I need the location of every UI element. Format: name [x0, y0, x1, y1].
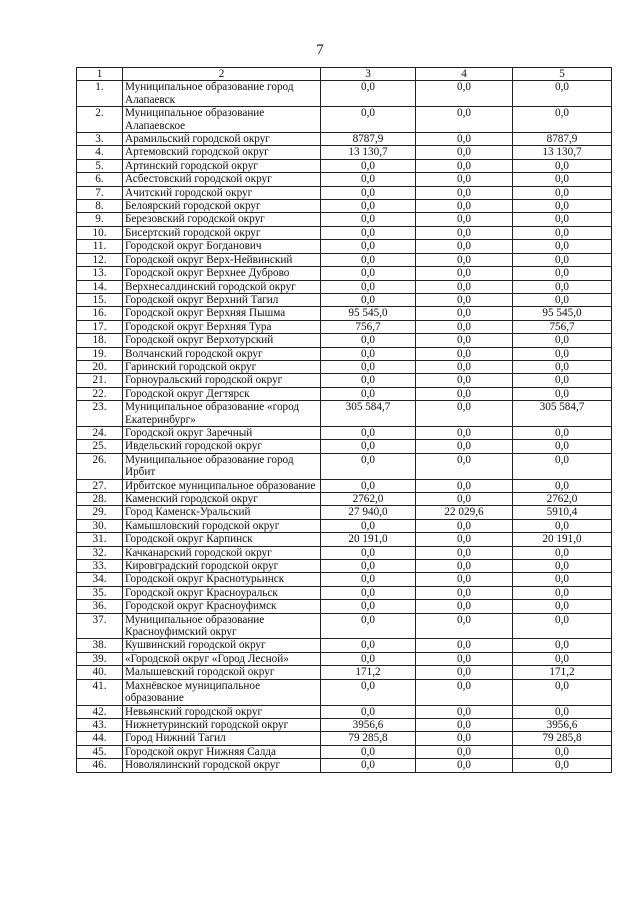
- table-row: [77, 506, 612, 519]
- row-number: 27.: [77, 479, 123, 492]
- table-row: [77, 573, 612, 586]
- row-number: 43.: [77, 718, 123, 731]
- table-row: [77, 213, 612, 226]
- table-row: [77, 334, 612, 347]
- value-col-5: 0,0: [513, 560, 612, 573]
- value-col-5: 0,0: [513, 600, 612, 613]
- value-col-3: 0,0: [321, 374, 416, 387]
- row-number: 22.: [77, 387, 123, 400]
- value-col-4: 0,0: [416, 186, 513, 199]
- value-col-3: 0,0: [321, 159, 416, 172]
- municipality-name: Городской округ Заречный: [123, 426, 321, 439]
- row-number: 14.: [77, 280, 123, 293]
- municipality-name: Ачитский городской округ: [123, 186, 321, 199]
- table-row: [77, 173, 612, 186]
- row-number: 20.: [77, 360, 123, 373]
- table-row: [77, 240, 612, 253]
- municipality-name: Артинский городской округ: [123, 159, 321, 172]
- value-col-4: 0,0: [416, 533, 513, 546]
- table-row: [77, 107, 612, 133]
- value-col-3: 0,0: [321, 267, 416, 280]
- municipality-name: Муниципальное образование Красноуфимский округ: [123, 613, 321, 639]
- table-row: [77, 613, 612, 639]
- value-col-3: 756,7: [321, 320, 416, 333]
- value-col-3: 0,0: [321, 347, 416, 360]
- row-number: 35.: [77, 586, 123, 599]
- value-col-4: 0,0: [416, 453, 513, 479]
- municipality-name: Артемовский городской округ: [123, 146, 321, 159]
- value-col-4: 0,0: [416, 493, 513, 506]
- row-number: 44.: [77, 732, 123, 745]
- municipality-name: Городской округ Богданович: [123, 240, 321, 253]
- table-row: [77, 560, 612, 573]
- value-col-3: 0,0: [321, 280, 416, 293]
- table-body: [77, 81, 612, 772]
- value-col-4: 0,0: [416, 133, 513, 146]
- value-col-4: 0,0: [416, 387, 513, 400]
- value-col-5: 0,0: [513, 440, 612, 453]
- table-row: [77, 374, 612, 387]
- value-col-4: 0,0: [416, 360, 513, 373]
- value-col-3: 0,0: [321, 213, 416, 226]
- value-col-3: 0,0: [321, 652, 416, 665]
- value-col-4: 0,0: [416, 586, 513, 599]
- value-col-3: 0,0: [321, 293, 416, 306]
- column-header: 4: [416, 68, 513, 81]
- column-header: 2: [123, 68, 321, 81]
- row-number: 8.: [77, 200, 123, 213]
- value-col-3: 0,0: [321, 613, 416, 639]
- value-col-4: 0,0: [416, 600, 513, 613]
- value-col-4: 0,0: [416, 200, 513, 213]
- value-col-4: 0,0: [416, 226, 513, 239]
- municipality-name: Городской округ Красноуральск: [123, 586, 321, 599]
- table-row: [77, 186, 612, 199]
- table-row: [77, 320, 612, 333]
- value-col-4: 0,0: [416, 320, 513, 333]
- row-number: 7.: [77, 186, 123, 199]
- value-col-5: 0,0: [513, 81, 612, 107]
- table-row: [77, 146, 612, 159]
- table-row: [77, 745, 612, 758]
- value-col-5: 0,0: [513, 213, 612, 226]
- table-row: [77, 533, 612, 546]
- row-number: 28.: [77, 493, 123, 506]
- municipality-name: Качканарский городской округ: [123, 546, 321, 559]
- value-col-4: 0,0: [416, 280, 513, 293]
- value-col-5: 13 130,7: [513, 146, 612, 159]
- row-number: 4.: [77, 146, 123, 159]
- value-col-5: 0,0: [513, 253, 612, 266]
- value-col-3: 0,0: [321, 573, 416, 586]
- municipality-name: Махнёвское муниципальное образование: [123, 679, 321, 705]
- value-col-3: 0,0: [321, 440, 416, 453]
- municipality-name: Городской округ Нижняя Салда: [123, 745, 321, 758]
- value-col-4: 0,0: [416, 81, 513, 107]
- value-col-4: 0,0: [416, 253, 513, 266]
- row-number: 39.: [77, 652, 123, 665]
- municipality-name: Городской округ Верхний Тагил: [123, 293, 321, 306]
- row-number: 32.: [77, 546, 123, 559]
- value-col-5: 0,0: [513, 200, 612, 213]
- municipality-name: Город Нижний Тагил: [123, 732, 321, 745]
- value-col-3: 0,0: [321, 705, 416, 718]
- value-col-5: 0,0: [513, 546, 612, 559]
- value-col-3: 0,0: [321, 679, 416, 705]
- table-row: [77, 81, 612, 107]
- value-col-3: 0,0: [321, 387, 416, 400]
- value-col-3: 0,0: [321, 173, 416, 186]
- table-row: [77, 519, 612, 532]
- value-col-4: 0,0: [416, 519, 513, 532]
- column-header: 5: [513, 68, 612, 81]
- municipality-name: Арамильский городской округ: [123, 133, 321, 146]
- value-col-3: 2762,0: [321, 493, 416, 506]
- row-number: 2.: [77, 107, 123, 133]
- value-col-5: 0,0: [513, 267, 612, 280]
- value-col-5: 0,0: [513, 479, 612, 492]
- municipality-name: Камышловский городской округ: [123, 519, 321, 532]
- municipality-name: Новолялинский городской округ: [123, 759, 321, 772]
- value-col-5: 0,0: [513, 159, 612, 172]
- value-col-5: 0,0: [513, 519, 612, 532]
- municipality-name: Горноуральский городской округ: [123, 374, 321, 387]
- municipality-name: Малышевский городской округ: [123, 666, 321, 679]
- row-number: 40.: [77, 666, 123, 679]
- table-row: [77, 546, 612, 559]
- value-col-4: 0,0: [416, 173, 513, 186]
- value-col-4: 0,0: [416, 705, 513, 718]
- value-col-4: 0,0: [416, 240, 513, 253]
- value-col-3: 0,0: [321, 360, 416, 373]
- municipality-name: «Городской округ «Город Лесной»: [123, 652, 321, 665]
- value-col-3: 0,0: [321, 186, 416, 199]
- value-col-5: 0,0: [513, 240, 612, 253]
- municipality-name: Нижнетуринский городской округ: [123, 718, 321, 731]
- row-number: 25.: [77, 440, 123, 453]
- municipality-name: Березовский городской округ: [123, 213, 321, 226]
- municipality-name: Волчанский городской округ: [123, 347, 321, 360]
- value-col-4: 0,0: [416, 546, 513, 559]
- row-number: 29.: [77, 506, 123, 519]
- table-row: [77, 453, 612, 479]
- row-number: 18.: [77, 334, 123, 347]
- municipality-name: Верхнесалдинский городской округ: [123, 280, 321, 293]
- table-row: [77, 307, 612, 320]
- municipality-name: Городской округ Верхотурский: [123, 334, 321, 347]
- table-row: [77, 360, 612, 373]
- table-row: [77, 280, 612, 293]
- row-number: 11.: [77, 240, 123, 253]
- municipality-name: Белоярский городской округ: [123, 200, 321, 213]
- value-col-4: 0,0: [416, 639, 513, 652]
- row-number: 3.: [77, 133, 123, 146]
- table-row: [77, 732, 612, 745]
- municipality-name: Гаринский городской округ: [123, 360, 321, 373]
- value-col-5: 0,0: [513, 745, 612, 758]
- value-col-5: 0,0: [513, 374, 612, 387]
- value-col-4: 22 029,6: [416, 506, 513, 519]
- municipality-name: Муниципальное образование «город Екатеринбург»: [123, 401, 321, 427]
- value-col-3: 0,0: [321, 107, 416, 133]
- value-col-5: 0,0: [513, 186, 612, 199]
- value-col-5: 171,2: [513, 666, 612, 679]
- municipality-name: Городской округ Верхняя Тура: [123, 320, 321, 333]
- value-col-3: 95 545,0: [321, 307, 416, 320]
- value-col-4: 0,0: [416, 745, 513, 758]
- value-col-4: 0,0: [416, 440, 513, 453]
- municipality-name: Каменский городской округ: [123, 493, 321, 506]
- column-header: 3: [321, 68, 416, 81]
- municipality-name: Кировградский городской округ: [123, 560, 321, 573]
- value-col-5: 0,0: [513, 426, 612, 439]
- table-row: [77, 159, 612, 172]
- table-row: [77, 133, 612, 146]
- value-col-3: 20 191,0: [321, 533, 416, 546]
- value-col-5: 0,0: [513, 226, 612, 239]
- value-col-5: 0,0: [513, 280, 612, 293]
- value-col-5: 0,0: [513, 173, 612, 186]
- value-col-4: 0,0: [416, 426, 513, 439]
- value-col-5: 0,0: [513, 107, 612, 133]
- page-number: 7: [316, 42, 324, 58]
- row-number: 1.: [77, 81, 123, 107]
- value-col-4: 0,0: [416, 560, 513, 573]
- value-col-5: 3956,6: [513, 718, 612, 731]
- value-col-3: 0,0: [321, 560, 416, 573]
- value-col-4: 0,0: [416, 652, 513, 665]
- table-row: [77, 639, 612, 652]
- municipality-name: Муниципальное образование город Алапаевск: [123, 81, 321, 107]
- value-col-5: 0,0: [513, 334, 612, 347]
- municipality-name: Ивдельский городской округ: [123, 440, 321, 453]
- value-col-4: 0,0: [416, 334, 513, 347]
- value-col-3: 0,0: [321, 546, 416, 559]
- municipality-name: Кушвинский городской округ: [123, 639, 321, 652]
- table-row: [77, 479, 612, 492]
- row-number: 38.: [77, 639, 123, 652]
- table-row: [77, 718, 612, 731]
- row-number: 46.: [77, 759, 123, 772]
- municipality-name: Бисертский городской округ: [123, 226, 321, 239]
- value-col-5: 2762,0: [513, 493, 612, 506]
- value-col-4: 0,0: [416, 479, 513, 492]
- value-col-3: 8787,9: [321, 133, 416, 146]
- row-number: 45.: [77, 745, 123, 758]
- row-number: 6.: [77, 173, 123, 186]
- value-col-4: 0,0: [416, 759, 513, 772]
- row-number: 34.: [77, 573, 123, 586]
- value-col-4: 0,0: [416, 573, 513, 586]
- municipality-name: Муниципальное образование Алапаевское: [123, 107, 321, 133]
- value-col-5: 0,0: [513, 360, 612, 373]
- table-row: [77, 426, 612, 439]
- value-col-3: 79 285,8: [321, 732, 416, 745]
- table-row: [77, 200, 612, 213]
- value-col-4: 0,0: [416, 401, 513, 427]
- value-col-5: 0,0: [513, 613, 612, 639]
- value-col-5: 20 191,0: [513, 533, 612, 546]
- value-col-5: 0,0: [513, 347, 612, 360]
- row-number: 17.: [77, 320, 123, 333]
- table-row: [77, 253, 612, 266]
- row-number: 26.: [77, 453, 123, 479]
- value-col-3: 305 584,7: [321, 401, 416, 427]
- value-col-5: 95 545,0: [513, 307, 612, 320]
- value-col-4: 0,0: [416, 718, 513, 731]
- value-col-3: 0,0: [321, 240, 416, 253]
- row-number: 9.: [77, 213, 123, 226]
- value-col-4: 0,0: [416, 666, 513, 679]
- value-col-5: 0,0: [513, 453, 612, 479]
- value-col-3: 27 940,0: [321, 506, 416, 519]
- table-row: [77, 226, 612, 239]
- row-number: 42.: [77, 705, 123, 718]
- value-col-4: 0,0: [416, 613, 513, 639]
- row-number: 12.: [77, 253, 123, 266]
- value-col-3: 0,0: [321, 253, 416, 266]
- value-col-3: 171,2: [321, 666, 416, 679]
- table-row: [77, 347, 612, 360]
- value-col-3: 0,0: [321, 81, 416, 107]
- value-col-5: 0,0: [513, 387, 612, 400]
- row-number: 5.: [77, 159, 123, 172]
- table-row: [77, 401, 612, 427]
- municipality-name: Городской округ Верхнее Дуброво: [123, 267, 321, 280]
- municipality-name: Городской округ Верхняя Пышма: [123, 307, 321, 320]
- value-col-3: 0,0: [321, 200, 416, 213]
- value-col-3: 0,0: [321, 334, 416, 347]
- value-col-5: 0,0: [513, 639, 612, 652]
- row-number: 23.: [77, 401, 123, 427]
- table-row: [77, 440, 612, 453]
- municipality-name: Городской округ Карпинск: [123, 533, 321, 546]
- value-col-5: 0,0: [513, 573, 612, 586]
- table-header-row: [77, 68, 612, 81]
- table-row: [77, 493, 612, 506]
- value-col-4: 0,0: [416, 374, 513, 387]
- municipality-name: Городской округ Верх-Нейвинский: [123, 253, 321, 266]
- value-col-3: 0,0: [321, 519, 416, 532]
- value-col-3: 3956,6: [321, 718, 416, 731]
- value-col-3: 0,0: [321, 426, 416, 439]
- row-number: 13.: [77, 267, 123, 280]
- value-col-4: 0,0: [416, 679, 513, 705]
- table-row: [77, 387, 612, 400]
- value-col-4: 0,0: [416, 347, 513, 360]
- table-row: [77, 705, 612, 718]
- value-col-5: 8787,9: [513, 133, 612, 146]
- table-row: [77, 666, 612, 679]
- table-row: [77, 267, 612, 280]
- value-col-4: 0,0: [416, 213, 513, 226]
- municipality-name: Муниципальное образование город Ирбит: [123, 453, 321, 479]
- value-col-4: 0,0: [416, 146, 513, 159]
- municipality-name: Невьянский городской округ: [123, 705, 321, 718]
- municipality-name: Городской округ Красноуфимск: [123, 600, 321, 613]
- value-col-4: 0,0: [416, 732, 513, 745]
- value-col-3: 0,0: [321, 600, 416, 613]
- data-table: [76, 67, 612, 773]
- row-number: 37.: [77, 613, 123, 639]
- table-row: [77, 586, 612, 599]
- value-col-4: 0,0: [416, 159, 513, 172]
- value-col-4: 0,0: [416, 267, 513, 280]
- municipality-name: Город Каменск-Уральский: [123, 506, 321, 519]
- row-number: 30.: [77, 519, 123, 532]
- table-row: [77, 600, 612, 613]
- row-number: 10.: [77, 226, 123, 239]
- table-row: [77, 652, 612, 665]
- value-col-5: 0,0: [513, 652, 612, 665]
- row-number: 24.: [77, 426, 123, 439]
- value-col-3: 0,0: [321, 759, 416, 772]
- value-col-5: 5910,4: [513, 506, 612, 519]
- municipality-name: Городской округ Краснотурьинск: [123, 573, 321, 586]
- table-row: [77, 679, 612, 705]
- value-col-5: 0,0: [513, 679, 612, 705]
- value-col-5: 0,0: [513, 705, 612, 718]
- column-header: 1: [77, 68, 123, 81]
- value-col-3: 0,0: [321, 479, 416, 492]
- value-col-5: 0,0: [513, 586, 612, 599]
- row-number: 31.: [77, 533, 123, 546]
- row-number: 33.: [77, 560, 123, 573]
- municipality-name: Асбестовский городской округ: [123, 173, 321, 186]
- row-number: 41.: [77, 679, 123, 705]
- row-number: 21.: [77, 374, 123, 387]
- value-col-3: 0,0: [321, 226, 416, 239]
- value-col-5: 0,0: [513, 293, 612, 306]
- value-col-3: 13 130,7: [321, 146, 416, 159]
- row-number: 15.: [77, 293, 123, 306]
- row-number: 19.: [77, 347, 123, 360]
- row-number: 36.: [77, 600, 123, 613]
- municipality-name: Городской округ Дегтярск: [123, 387, 321, 400]
- table-row: [77, 759, 612, 772]
- value-col-5: 0,0: [513, 759, 612, 772]
- value-col-5: 79 285,8: [513, 732, 612, 745]
- row-number: 16.: [77, 307, 123, 320]
- table-row: [77, 293, 612, 306]
- municipality-name: Ирбитское муниципальное образование: [123, 479, 321, 492]
- value-col-5: 305 584,7: [513, 401, 612, 427]
- value-col-4: 0,0: [416, 107, 513, 133]
- value-col-4: 0,0: [416, 293, 513, 306]
- value-col-4: 0,0: [416, 307, 513, 320]
- value-col-3: 0,0: [321, 453, 416, 479]
- value-col-5: 756,7: [513, 320, 612, 333]
- value-col-3: 0,0: [321, 586, 416, 599]
- value-col-3: 0,0: [321, 639, 416, 652]
- value-col-3: 0,0: [321, 745, 416, 758]
